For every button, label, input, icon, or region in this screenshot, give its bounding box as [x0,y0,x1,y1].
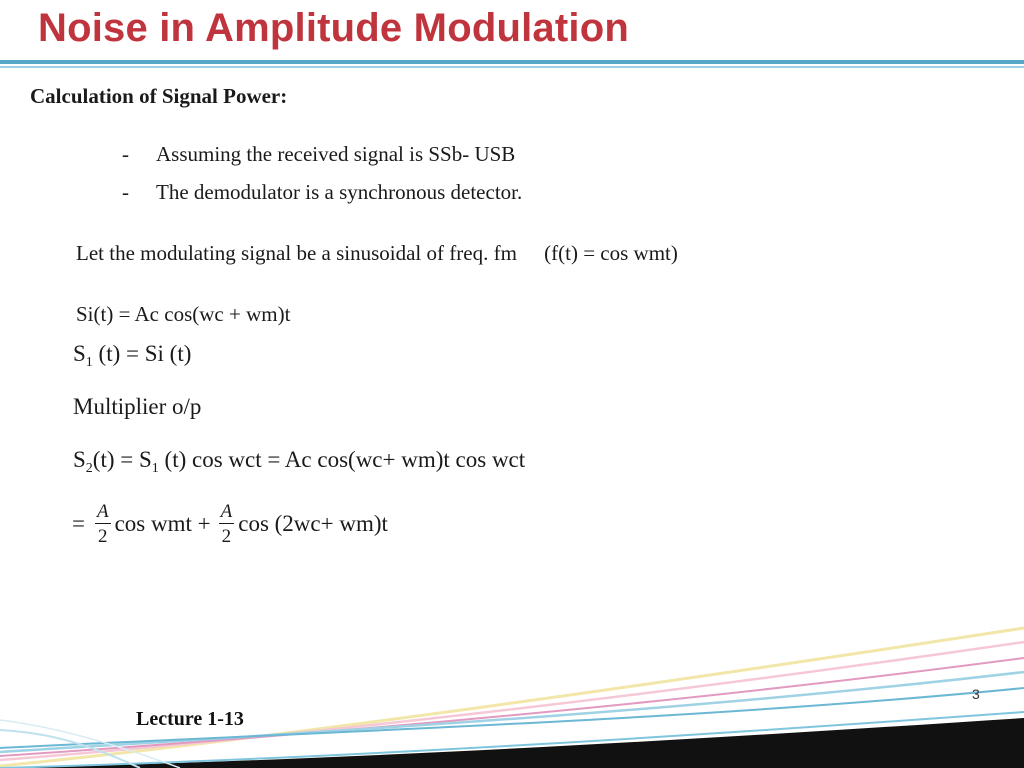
si-equation: Si(t) = Ac cos(wc + wm)t [76,302,291,326]
s1-subscript: 1 [85,355,93,370]
final-equation [72,502,388,546]
dash-bullet: - [122,142,129,166]
section-heading: Calculation of Signal Power: [30,84,288,108]
modulating-signal-line [76,241,678,266]
dash-bullet: - [122,180,129,204]
modulating-signal-expression: (f(t) = cos wmt) [544,241,678,265]
title-divider [0,60,1024,64]
title-divider-secondary [0,66,1024,68]
list-item [122,142,522,180]
equals-sign: = [72,511,85,536]
s2-equation [73,447,525,477]
fraction-denominator: 2 [221,526,232,547]
decorative-swoosh [0,620,1024,768]
list-item-text: Assuming the received signal is SSb- USB [156,142,516,166]
fraction-numerator: A [220,501,233,522]
multiplier-label: Multiplier o/p [73,394,202,419]
list-item [122,180,522,218]
s1-symbol: S [73,341,86,366]
s2-middle: (t) = S [92,447,152,472]
term-cos-2wc-wm: cos (2wc+ wm)t [238,511,388,536]
fraction-numerator: A [96,501,109,522]
slide-title: Noise in Amplitude Modulation [38,6,629,50]
fraction-a-over-2 [95,502,111,546]
fraction-a-over-2 [219,502,235,546]
list-item-text: The demodulator is a synchronous detector. [156,180,523,204]
s2-symbol: S [73,447,86,472]
s1-rest: (t) = Si (t) [92,341,192,366]
modulating-signal-text: Let the modulating signal be a sinusoidal of freq. fm [76,241,517,265]
term-cos-wmt: cos wmt + [114,511,211,536]
s2-subscript: 2 [85,461,93,476]
footer-lecture-label: Lecture 1-13 [136,708,244,730]
s1-subscript: 1 [151,461,159,476]
assumption-list [122,142,522,218]
s1-equation [73,341,191,371]
fraction-denominator: 2 [98,526,108,547]
s2-rest: (t) cos wct = Ac cos(wc+ wm)t cos wct [158,447,526,472]
page-number: 3 [972,686,980,702]
